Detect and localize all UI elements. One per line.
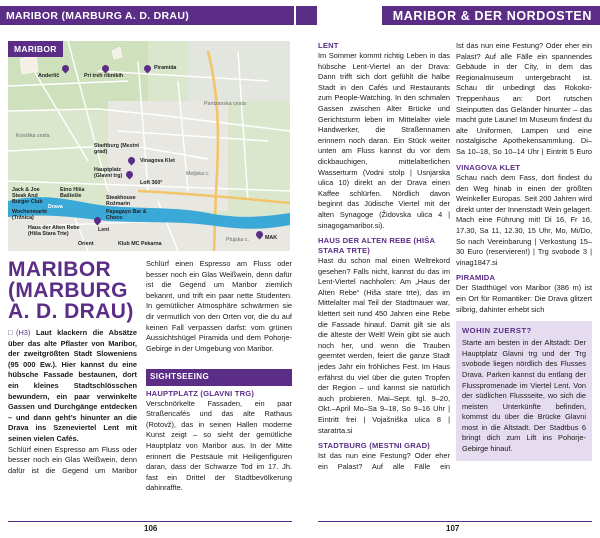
map-label-ptujska: Ptujska c. <box>226 237 249 243</box>
heading-lent: LENT <box>318 41 339 50</box>
text-haus-alten-rebe: Hast du schon mal einen Weltrekord gesehen? Falls nicht, kannst du das im Lent-Viertel nachholen: Am „Haus der Alten Rebe“ (Hiša stare trte), das im Mittelalter mal Teil der Stadtmauer war, klettert seit rund 450 Jahren eine Rebe die Fassade hinauf. Damit gilt sie als die älteste der Welt! Wein gibt sie auch noch her, und wenn die Trauben geerntet werden, feiert die ganze Stadt jedes Jahr ein fröhliches Fest. Im Haus erfährst du viel über die guten Tropfen der Region – und kannst sie natürlich auch probieren. Mai–Sept. tgl. 9–20, Okt.–April Mo–Sa 9–18, So 9–16 Uhr | Eintritt frei | Vojašniška ulica 8 | staratrta.si <box>318 256 450 435</box>
text-stadtburg-cont: Ist das nun eine Festung? Oder eher ein Palast? Auf alle Fälle ein spannendes Gebäude in der City, in dem das Regionalmuseum untergebracht ist. Schau dir unbedingt das Rokoko-Treppenhaus an: Dort rutschen Steinputten das Geländer hinunter – das macht gute Laune! Im Museum findest du alte Uniformen, Lampen und eine nostalgische Apothekensammlung. Di–Sa 10–18, So 10–14 Uhr | Eintritt 5 Euro <box>456 41 592 156</box>
header-marker-right <box>306 6 317 25</box>
running-header-right: MARIBOR & DER NORDOSTEN <box>382 6 600 25</box>
intro-continuation-a: Schlürf einen Espresso am Fluss oder besser noch ein Glas Weißwein, denn dafür ist die Gegend um Maribor <box>8 444 137 475</box>
heading-piramida: PIRAMIDA <box>456 273 496 283</box>
intro-continuation-b: Schlürf einen Espresso am Fluss oder besser noch ein Glas Weißwein, denn dafür ist die Gegend um Maribor ziemlich bekannt, und trift ein paar nette Studenten. In gemütlicher Atmosphäre schwärmen sie dir vermutlich von den Orten vor, die du auf keinen Fall verpassen darfst: vom grünen Aussichtshügel Piramida und dem Pohorje-Gebirge in der Umgebung von Maribor. <box>146 259 292 353</box>
heading-hauptplatz: HAUPTPLATZ (GLAVNI TRG) <box>146 388 255 398</box>
text-stadtburg-start: Ist das nun eine Festung? Oder eher ein Palast? Auf alle Fälle ein <box>318 451 450 471</box>
city-map <box>8 41 290 251</box>
heading-stadtburg: STADTBURG (MESTNI GRAD) <box>318 441 431 451</box>
map-label-vinagova: Vinagova Klet <box>140 158 175 164</box>
map-label-papagayo: Papagayo Bar & Choco <box>106 209 147 221</box>
intro-paragraph: Laut klackern die Absätze über das alte Pflaster von Maribor, der zweitgrößten Stadt Sloweniens (95 000 Ew.). Hier kannst du eine hübsche Fassade bestaunen, dort ein kleines Stadtschlösschen bewundern, ein paar verwinkelte Gassen und Durchgänge entdecken – und dann geht’s hinunter an die Drava ins Szeneviertel Lent mit seinen vielen Cafés. <box>8 328 137 443</box>
text-vinagova: Schau nach dem Fass, dort findest du den Weg hinab in einen der größten Weinkeller Europas. Seit 200 Jahren wird direkt unter der Innenstadt Wein gelagert. Mach eine Führung mit! Di 16, Fr 16, 17.30, Sa 11, 12.30, 15 Uhr, Mo, Mi/Do, So nach Vereinbarung | Verkostung 15–30 Euro (reservieren!) | Trg svobode 3 | vinag1847.si <box>456 173 592 267</box>
page106-column-1 <box>8 259 137 477</box>
map-label-stadtburg: Stadtburg (Mestni grad) <box>94 143 140 155</box>
heading-vinagova: VINAGOVA KLET <box>456 163 521 172</box>
heading-haus-alten-rebe: HAUS DER ALTEN REBE (HIŠA STARA TRTE) <box>318 236 435 256</box>
map-label-haus-rebe: Haus der Alten Rebe (Hiša Stara Trte) <box>28 225 80 237</box>
map-label-lent: Lent <box>98 227 110 233</box>
map-label-partizanska: Partizanska cesta <box>204 101 246 107</box>
map-label-wochenmarkt: Wochenmarkt (Tržnica) <box>12 209 47 221</box>
map-label-klub: Klub MC Pekarna <box>118 241 162 247</box>
map-label-mak: MAK <box>265 235 278 241</box>
tip-box-title: WOHIN ZUERST? <box>462 326 532 336</box>
map-title: MARIBOR <box>8 41 63 57</box>
tip-box <box>456 321 592 461</box>
map-reference-icon: □ <box>8 328 16 337</box>
map-label-pri-treh-ribnikih: Pri treh ribnikih <box>84 73 124 79</box>
page-number-106: 106 <box>144 524 158 533</box>
page-number-107: 107 <box>446 524 460 533</box>
section-sightseeing: SIGHTSEEING <box>146 369 292 386</box>
running-header-left: MARIBOR (MARBURG A. D. DRAU) <box>0 6 294 25</box>
map-label-hauptplatz: Hauptplatz (Glavni trg) <box>94 167 123 179</box>
map-label-etno: Etno Hiša Bašlešle <box>60 187 85 199</box>
text-piramida: Der Stadthügel von Maribor (386 m) ist ein Ort für Romantiker: Die Drava glitzert silbrig, dahinter erhebt sich <box>456 283 592 314</box>
map-label-anderlic: Anderlič <box>38 73 60 79</box>
chapter-title: MARIBOR (MARBURG A. D. DRAU) <box>8 258 134 323</box>
map-label-orient: Orient <box>78 241 94 247</box>
footer-rule-left <box>8 521 292 522</box>
map-label-meljska: Meljska c. <box>186 171 210 177</box>
map-label-koroska: Koroška cesta <box>16 133 50 139</box>
text-lent: Im Sommer kommt richtig Leben in das hübsche Lent-Viertel an der Drava: Dann trifft sich dort gefühlt die halbe Stadt in den Cafés und Restaurants zum People-Watching. In den schmalen Gassen zwischen Alter Brücke und Gerichtsturm leben im Mittelalter viele Handwerker, die Straßennamen erinnern noch daran. Ein Stück weiter unten am Fluss kannst du vor dem dickbauchigen, mittelalterlichen Wasserturm (Vodni stolp | Usnjarska ulica 10) direkt an der Drava einen Kaffee schlürfen. Nördlich davon beginnt das Jüdische Viertel mit der alten Synagoge (Židovska ulica 4 | sinagogamaribor.si). <box>318 51 450 230</box>
map-label-jack-joe: Jack & Joe Steak And Burger Club <box>12 187 43 205</box>
map-label-drava: Drava <box>48 204 63 210</box>
tip-box-text: Starte am besten in der Altstadt: Der Hauptplatz Glavni trg und der Trg svobode liegen nördlich des Flusses Drava. Parken kannst du entlang der Flusspromenade im Viertel Lent. Von der südlichen Flussseite, wo sich die meisten Unterkünfte befinden, kommst du über die Brücke Glavni most in die Altstadt. Der Stadtbus 6 bringt dich zum Lift ins Pohorje-Gebirge hinauf. <box>462 338 586 454</box>
map-label-loft: Loft 360° <box>140 180 163 186</box>
page107-column-2 <box>456 41 592 461</box>
page106-column-2 <box>146 259 292 494</box>
page107-column-1 <box>318 41 450 472</box>
map-label-piramida: Piramida <box>154 65 177 71</box>
map-label-steakhouse: Steakhouse Rožmarin <box>106 195 136 207</box>
text-hauptplatz: Verschnörkelte Fassaden, ein paar Straßencafés und das alte Rathaus (Rotovž), das in seinen Hallen moderne Kunst zeigt – so sieht der gemütliche Hauptplatz von Maribor aus. In der Mitte erinnert die Pestsäule mit Heiligenfiguren daran, dass der Schwarze Tod im 17. Jh. fast ein Drittel der Stadtbevölkerung dahinraffte. <box>146 398 292 493</box>
map-reference: (H3) <box>15 328 31 337</box>
footer-rule-right <box>318 521 592 522</box>
